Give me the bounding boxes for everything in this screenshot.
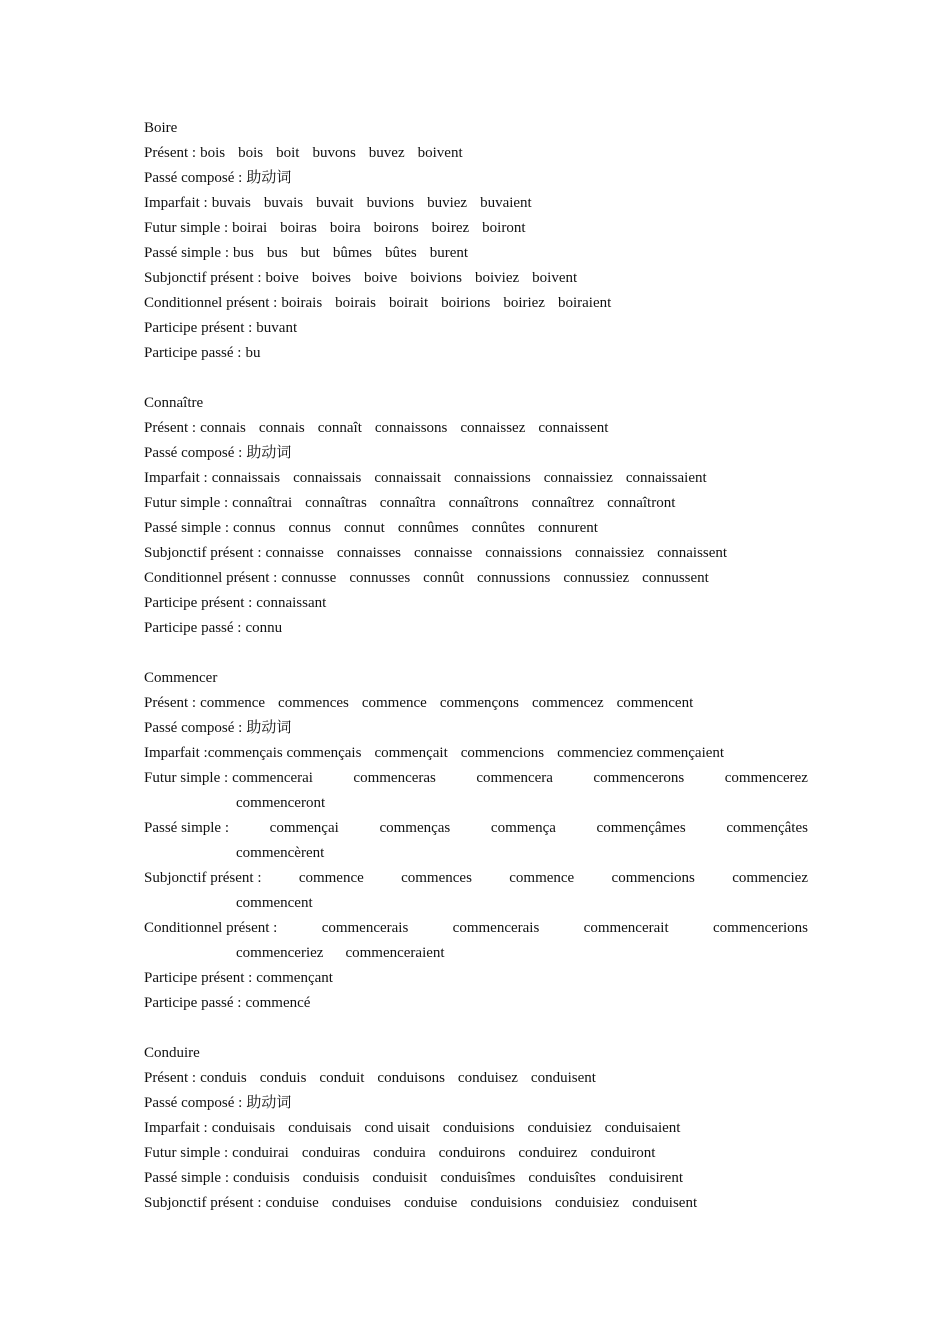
conjugated-form: commenças bbox=[379, 820, 451, 836]
subjonctif-row bbox=[144, 866, 808, 891]
conjugated-form: boirait bbox=[388, 295, 429, 311]
subjonctif-row-continued bbox=[144, 891, 808, 916]
conjugated-form: buvez bbox=[368, 145, 405, 161]
conjugated-form: connussiez bbox=[563, 570, 630, 586]
conjugated-form: connaissais bbox=[293, 470, 362, 486]
conjugated-form: connaîtras bbox=[305, 495, 367, 511]
row-label: Futur simple : bbox=[144, 770, 229, 786]
present-row bbox=[144, 416, 808, 441]
row-label: Passé simple : bbox=[144, 245, 229, 261]
conjugated-form: conduis bbox=[259, 1070, 307, 1086]
participe-present-row bbox=[144, 316, 808, 341]
verb-title: Connaître bbox=[144, 395, 204, 411]
conjugated-form: boiriez bbox=[503, 295, 545, 311]
row-label: Participe passé : bbox=[144, 995, 242, 1011]
conjugated-form: conduisis bbox=[233, 1170, 290, 1186]
passe-compose-row bbox=[144, 1091, 808, 1116]
row-label: Imparfait : bbox=[144, 470, 208, 486]
conjugated-form: commenciez commençaient bbox=[557, 745, 725, 761]
conjugated-form: commençons bbox=[439, 695, 519, 711]
row-label: Futur simple : bbox=[144, 220, 229, 236]
conjugated-form: burent bbox=[429, 245, 469, 261]
conjugated-form: connais bbox=[258, 420, 305, 436]
conjugated-form: commencent bbox=[236, 895, 313, 911]
conjugated-form: commences bbox=[278, 695, 349, 711]
conjugated-form: boirai bbox=[232, 220, 268, 236]
conjugated-form: conduit bbox=[319, 1070, 365, 1086]
conjugated-form: boiviez bbox=[475, 270, 520, 286]
present-row bbox=[144, 141, 808, 166]
row-label: Passé composé : bbox=[144, 445, 243, 461]
row-label: Présent : bbox=[144, 1070, 197, 1086]
passe-compose-row bbox=[144, 441, 808, 466]
conjugated-form: connussent bbox=[642, 570, 709, 586]
row-label: Passé composé : bbox=[144, 720, 243, 736]
conjugated-form: commencera bbox=[476, 770, 553, 786]
conjugated-form: commencerait bbox=[583, 920, 669, 936]
conjugated-form: connaissions bbox=[454, 470, 531, 486]
row-label: Passé simple : bbox=[144, 520, 229, 536]
subjonctif-row bbox=[144, 266, 808, 291]
conjugated-form: connaîtrai bbox=[232, 495, 293, 511]
conjugated-form: conduisîmes bbox=[440, 1170, 516, 1186]
row-label: Passé composé : bbox=[144, 1095, 243, 1111]
conjugated-form: connussions bbox=[476, 570, 551, 586]
conditionnel-row bbox=[144, 566, 808, 591]
conjugated-form: bus bbox=[266, 245, 288, 261]
conjugated-form: commenciez bbox=[732, 870, 808, 886]
conjugated-form: commenceraient bbox=[345, 945, 445, 961]
conjugated-form: commencerions bbox=[712, 920, 808, 936]
participle: commencé bbox=[245, 995, 311, 1011]
conjugated-form: connaissiez bbox=[543, 470, 613, 486]
futur-row bbox=[144, 1141, 808, 1166]
conjugated-form: conduisais bbox=[211, 1120, 276, 1136]
conjugated-form: commencerais bbox=[321, 920, 409, 936]
conjugated-form: commencez bbox=[531, 695, 604, 711]
conjugated-form: conduira bbox=[373, 1145, 426, 1161]
row-label: Présent : bbox=[144, 145, 197, 161]
conjugated-form: connaît bbox=[317, 420, 362, 436]
row-label-with-form bbox=[144, 766, 313, 791]
conjugated-form: connaissent bbox=[538, 420, 609, 436]
conjugated-form: connaisse bbox=[265, 545, 324, 561]
conjugated-form: connaissez bbox=[460, 420, 526, 436]
row-label: Participe présent : bbox=[144, 595, 253, 611]
conjugated-form: conduisirent bbox=[608, 1170, 683, 1186]
conjugated-form: commençait bbox=[374, 745, 448, 761]
auxiliary-note: 助动词 bbox=[246, 720, 292, 736]
verb-title: Boire bbox=[144, 120, 178, 136]
participle: buvant bbox=[256, 320, 298, 336]
conjugated-form: commence bbox=[509, 870, 575, 886]
participle: commençant bbox=[256, 970, 333, 986]
conjugated-form: boirions bbox=[441, 295, 491, 311]
conjugated-form: bois bbox=[238, 145, 264, 161]
conjugated-form: conduisaient bbox=[604, 1120, 681, 1136]
conjugated-form: bois bbox=[200, 145, 226, 161]
conjugated-form: commencerons bbox=[593, 770, 685, 786]
row-label: Présent : bbox=[144, 420, 197, 436]
conjugated-form: connaissait bbox=[374, 470, 442, 486]
conjugated-form: buvaient bbox=[480, 195, 532, 211]
conjugated-form: connaissaient bbox=[625, 470, 707, 486]
verb-commencer bbox=[144, 666, 808, 1016]
present-row bbox=[144, 1066, 808, 1091]
row-label: Présent : bbox=[144, 695, 197, 711]
conjugated-form: connaissons bbox=[374, 420, 448, 436]
conjugated-form: cond uisait bbox=[364, 1120, 430, 1136]
conjugated-form: conduisiez bbox=[527, 1120, 592, 1136]
futur-row-continued bbox=[144, 791, 808, 816]
conjugated-form: connaissiez bbox=[574, 545, 645, 561]
conjugated-form: connût bbox=[423, 570, 464, 586]
conjugated-form: commenceriez bbox=[236, 945, 324, 961]
passe-simple-row bbox=[144, 516, 808, 541]
row-label: Imparfait : bbox=[144, 745, 208, 761]
conjugated-form: buvait bbox=[316, 195, 354, 211]
conjugated-form: connaîtra bbox=[379, 495, 436, 511]
conjugated-form: boirais bbox=[335, 295, 376, 311]
conjugated-form: connûtes bbox=[471, 520, 525, 536]
participle: connu bbox=[245, 620, 283, 636]
row-label: Participe passé : bbox=[144, 345, 242, 361]
conjugated-form: connaisses bbox=[336, 545, 401, 561]
participle: bu bbox=[245, 345, 261, 361]
row-label: Subjonctif présent : bbox=[144, 545, 262, 561]
verb-connaitre bbox=[144, 391, 808, 641]
conjugated-form: connaisse bbox=[413, 545, 473, 561]
conjugated-form: conduisions bbox=[442, 1120, 515, 1136]
conjugated-form: commençais commençais bbox=[207, 745, 362, 761]
subjonctif-row bbox=[144, 541, 808, 566]
conjugated-form: connaissions bbox=[485, 545, 562, 561]
participe-passe-row bbox=[144, 991, 808, 1016]
conjugated-form: conduisions bbox=[470, 1195, 542, 1211]
conjugated-form: conduirai bbox=[232, 1145, 289, 1161]
conditionnel-row bbox=[144, 291, 808, 316]
conjugated-form: conduisîtes bbox=[528, 1170, 596, 1186]
conjugated-form: bûtes bbox=[385, 245, 417, 261]
row-label: Conditionnel présent : bbox=[144, 920, 278, 936]
row-label: Futur simple : bbox=[144, 495, 229, 511]
verb-boire bbox=[144, 116, 808, 366]
conjugated-form: bûmes bbox=[332, 245, 373, 261]
conjugated-form: connusses bbox=[349, 570, 411, 586]
conjugated-form: conduiront bbox=[590, 1145, 656, 1161]
conjugated-form: commençâmes bbox=[596, 820, 686, 836]
row-label: Passé simple : bbox=[144, 820, 229, 836]
auxiliary-note: 助动词 bbox=[246, 445, 292, 461]
conditionnel-row-continued bbox=[144, 941, 808, 966]
row-label: Participe passé : bbox=[144, 620, 242, 636]
conjugated-form: conduisent bbox=[632, 1195, 698, 1211]
conjugated-form: commencions bbox=[611, 870, 695, 886]
conjugated-form: connus bbox=[233, 520, 276, 536]
row-label: Participe présent : bbox=[144, 970, 253, 986]
conjugated-form: buvons bbox=[312, 145, 356, 161]
conjugated-form: conduisons bbox=[377, 1070, 445, 1086]
conjugated-form: connaîtrez bbox=[531, 495, 595, 511]
row-label: Conditionnel présent : bbox=[144, 295, 278, 311]
conjugated-form: commençâtes bbox=[726, 820, 808, 836]
imparfait-row bbox=[144, 741, 808, 766]
row-label: Imparfait : bbox=[144, 1120, 208, 1136]
conjugated-form: commences bbox=[401, 870, 472, 886]
conjugated-form: commencerez bbox=[724, 770, 808, 786]
conjugated-form: boirons bbox=[373, 220, 419, 236]
imparfait-row bbox=[144, 1116, 808, 1141]
conjugated-form: connurent bbox=[537, 520, 598, 536]
verb-title: Conduire bbox=[144, 1045, 200, 1061]
conjugated-form: connaîtront bbox=[607, 495, 676, 511]
conjugated-form: buviez bbox=[427, 195, 468, 211]
passe-compose-row bbox=[144, 716, 808, 741]
passe-simple-row bbox=[144, 816, 808, 841]
conjugated-form: conduisent bbox=[530, 1070, 596, 1086]
verb-title: Commencer bbox=[144, 670, 218, 686]
conjugated-form: conduisit bbox=[372, 1170, 428, 1186]
conjugated-form: conduirez bbox=[518, 1145, 578, 1161]
participe-present-row bbox=[144, 966, 808, 991]
conjugated-form: commença bbox=[490, 820, 556, 836]
conjugated-form: boivent bbox=[417, 145, 463, 161]
conjugated-form: boivions bbox=[410, 270, 462, 286]
conjugated-form: commencent bbox=[616, 695, 694, 711]
row-label: Subjonctif présent : bbox=[144, 270, 262, 286]
conjugated-form: buvions bbox=[366, 195, 415, 211]
conjugated-form: boivent bbox=[532, 270, 578, 286]
verb-conduire bbox=[144, 1041, 808, 1216]
participe-passe-row bbox=[144, 341, 808, 366]
conjugated-form: commencions bbox=[460, 745, 545, 761]
futur-row bbox=[144, 216, 808, 241]
row-label: Subjonctif présent : bbox=[144, 870, 262, 886]
passe-simple-row bbox=[144, 1166, 808, 1191]
conjugated-form: conduis bbox=[200, 1070, 247, 1086]
conjugated-form: boiront bbox=[482, 220, 526, 236]
row-label: Imparfait : bbox=[144, 195, 208, 211]
present-row bbox=[144, 691, 808, 716]
passe-simple-row bbox=[144, 241, 808, 266]
conjugated-form: commence bbox=[200, 695, 266, 711]
conjugated-form: conduisiez bbox=[554, 1195, 620, 1211]
row-label: Passé simple : bbox=[144, 1170, 229, 1186]
conjugated-form: conduisis bbox=[302, 1170, 360, 1186]
conjugated-form: conduiras bbox=[301, 1145, 361, 1161]
auxiliary-note: 助动词 bbox=[246, 170, 292, 186]
participle: connaissant bbox=[256, 595, 327, 611]
conjugated-form: commençai bbox=[269, 820, 339, 836]
conjugated-form: connaissais bbox=[211, 470, 281, 486]
participe-passe-row bbox=[144, 616, 808, 641]
conjugated-form: connûmes bbox=[397, 520, 459, 536]
document-page bbox=[144, 116, 808, 1241]
conjugated-form: commenceront bbox=[236, 795, 326, 811]
conjugated-form: connaîtrons bbox=[448, 495, 519, 511]
conjugated-form: connaissent bbox=[657, 545, 728, 561]
passe-simple-row-continued bbox=[144, 841, 808, 866]
conjugated-form: connais bbox=[200, 420, 246, 436]
conjugated-form: commence bbox=[298, 870, 364, 886]
subjonctif-row bbox=[144, 1191, 808, 1216]
conjugated-form: conduisez bbox=[457, 1070, 518, 1086]
conjugated-form: boiras bbox=[280, 220, 317, 236]
conjugated-form: boives bbox=[311, 270, 351, 286]
row-label: Conditionnel présent : bbox=[144, 570, 278, 586]
conjugated-form: boiraient bbox=[557, 295, 612, 311]
passe-compose-row bbox=[144, 166, 808, 191]
futur-row bbox=[144, 766, 808, 791]
futur-row bbox=[144, 491, 808, 516]
conjugated-form: commence bbox=[361, 695, 427, 711]
conjugated-form: buvais bbox=[211, 195, 251, 211]
row-label: Subjonctif présent : bbox=[144, 1195, 262, 1211]
participe-present-row bbox=[144, 591, 808, 616]
row-label: Futur simple : bbox=[144, 1145, 229, 1161]
conjugated-form: buvais bbox=[263, 195, 304, 211]
conjugated-form: connusse bbox=[281, 570, 337, 586]
conjugated-form: conduirons bbox=[438, 1145, 506, 1161]
conjugated-form: conduise bbox=[265, 1195, 319, 1211]
conjugated-form: conduise bbox=[403, 1195, 458, 1211]
conjugated-form: commencerais bbox=[452, 920, 540, 936]
conjugated-form: conduises bbox=[331, 1195, 391, 1211]
conjugated-form: boirez bbox=[431, 220, 470, 236]
conjugated-form: commenceras bbox=[353, 770, 436, 786]
conditionnel-row bbox=[144, 916, 808, 941]
conjugated-form: connut bbox=[344, 520, 385, 536]
row-label: Passé composé : bbox=[144, 170, 243, 186]
conjugated-form: boira bbox=[329, 220, 361, 236]
conjugated-form: commencerai bbox=[232, 770, 313, 786]
conjugated-form: commencèrent bbox=[236, 845, 325, 861]
conjugated-form: connus bbox=[288, 520, 331, 536]
auxiliary-note: 助动词 bbox=[246, 1095, 292, 1111]
row-label: Participe présent : bbox=[144, 320, 253, 336]
conjugated-form: boirais bbox=[281, 295, 323, 311]
conjugated-form: boit bbox=[276, 145, 300, 161]
imparfait-row bbox=[144, 466, 808, 491]
conjugated-form: boive bbox=[363, 270, 398, 286]
conjugated-form: but bbox=[300, 245, 320, 261]
conjugated-form: conduisais bbox=[288, 1120, 352, 1136]
conjugated-form: boive bbox=[265, 270, 299, 286]
imparfait-row bbox=[144, 191, 808, 216]
conjugated-form: bus bbox=[233, 245, 254, 261]
